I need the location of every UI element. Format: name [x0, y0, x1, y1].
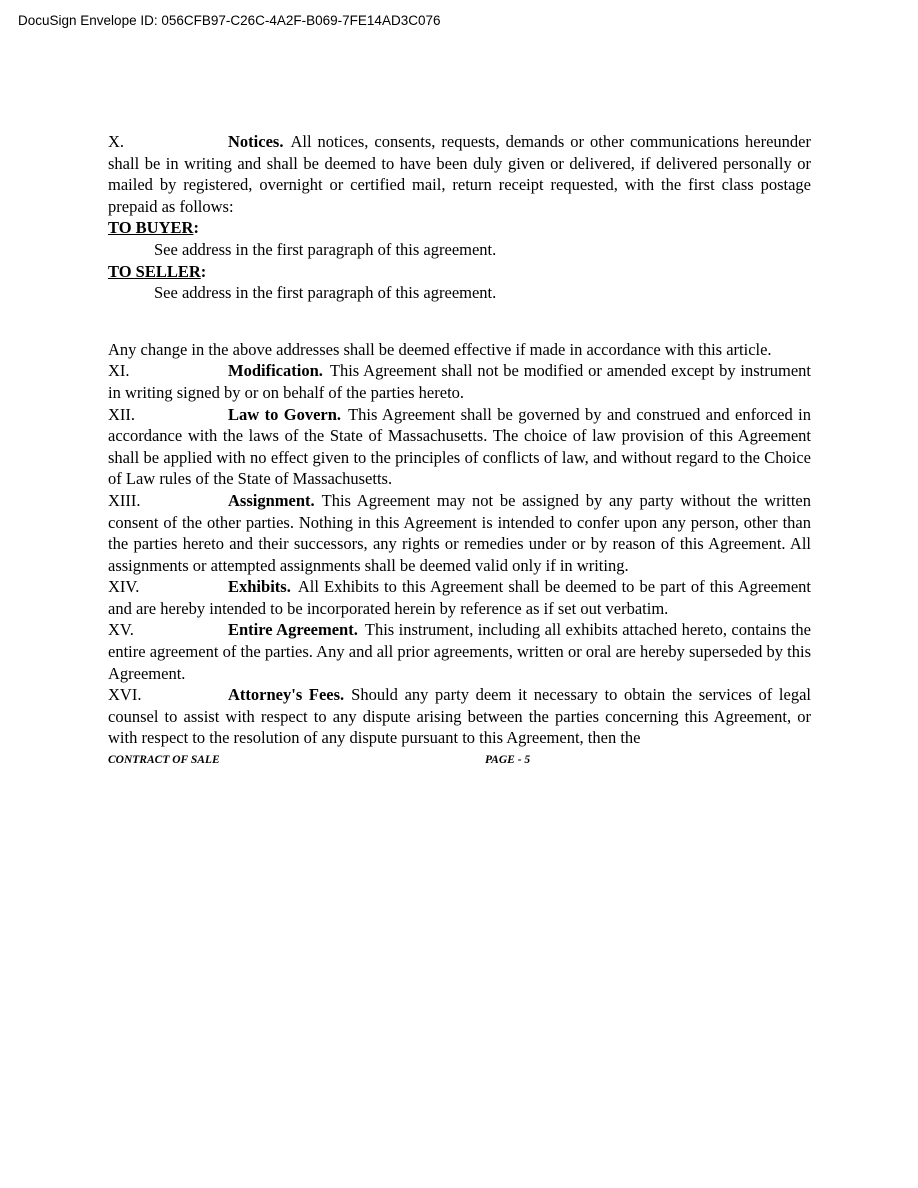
section-heading: Law to Govern. [228, 404, 342, 424]
section-entire-agreement [108, 619, 811, 684]
section-body: All notices, consents, requests, demands or other communications hereunder shall be in writing and shall be deemed to have been duly given or delivered, if delivered personally or mailed by registered, overnight or certified mail, return receipt requested, with the first class postage prepaid as follows: [108, 132, 811, 216]
section-body: This Agreement shall be governed by and construed and enforced in accordance with the laws of the State of Massachusetts. The choice of law provision of this Agreement shall be applied with no effect given to the principles of conflicts of law, and without regard to the Choice of Law rules of the State of Massachusetts. [108, 404, 811, 489]
section-notices [108, 131, 811, 217]
section-body: This Agreement shall not be modified or amended except by instrument in writing signed by or on behalf of the parties hereto. [108, 361, 811, 402]
section-body: All Exhibits to this Agreement shall be deemed to be part of this Agreement and are hereby intended to be incorporated herein by reference as if set out verbatim. [108, 577, 811, 618]
section-heading: Entire Agreement. [228, 620, 358, 640]
section-numeral: XII. [108, 404, 136, 424]
section-modification [108, 360, 811, 403]
section-body: This Agreement may not be assigned by any party without the written consent of the other parties. Nothing in this Agreement is intended to confer upon any person, other than the parties hereto and their successors, any rights or remedies under or by reason of this Agreement. All assignments or attempted assignments shall be deemed valid only if in writing. [108, 490, 811, 575]
to-buyer-colon: : [193, 218, 199, 238]
section-numeral: X. [108, 132, 125, 151]
footer-page-number: PAGE - 5 [485, 754, 531, 767]
addresses-change-paragraph: Any change in the above addresses shall be deemed effective if made in accordance with this article. [108, 339, 772, 359]
section-attorneys-fees [108, 684, 811, 749]
section-heading: Exhibits. [228, 577, 291, 597]
contract-page [108, 131, 811, 768]
section-heading: Notices. [228, 132, 284, 151]
section-numeral: XIV. [108, 577, 140, 597]
section-numeral: XVI. [108, 685, 142, 705]
section-exhibits [108, 576, 811, 619]
to-buyer-label [108, 217, 811, 239]
section-body: Should any party deem it necessary to obtain the services of legal counsel to assist with respect to any dispute arising between the parties concerning this Agreement, or with respect to the resolution of any dispute pursuant to this Agreement, then the [108, 685, 811, 748]
to-seller-colon: : [200, 261, 207, 281]
section-numeral: XI. [108, 361, 130, 381]
section-body: This instrument, including all exhibits attached hereto, contains the entire agreement of the parties. Any and all prior agreements, written or oral are hereby superseded by this Agreement. [108, 620, 812, 683]
section-numeral: XIII. [108, 490, 141, 510]
section-assignment [108, 490, 811, 576]
footer-document-title: CONTRACT OF SALE [108, 754, 220, 767]
section-heading: Assignment. [228, 490, 315, 510]
to-buyer-label-text: TO BUYER [108, 218, 194, 238]
to-seller-label [108, 261, 811, 283]
section-heading: Modification. [228, 361, 323, 381]
docusign-envelope-id: DocuSign Envelope ID: 056CFB97-C26C-4A2F-B069-7FE14AD3C076 [18, 13, 441, 28]
section-law-to-govern [108, 404, 811, 490]
to-seller-address-note: See address in the first paragraph of this agreement. [154, 283, 497, 303]
to-seller-label-text: TO SELLER [108, 261, 201, 281]
page-footer [108, 750, 811, 768]
section-heading: Attorney's Fees. [228, 685, 345, 705]
to-buyer-address-note: See address in the first paragraph of this agreement. [154, 239, 497, 259]
section-numeral: XV. [108, 620, 134, 640]
